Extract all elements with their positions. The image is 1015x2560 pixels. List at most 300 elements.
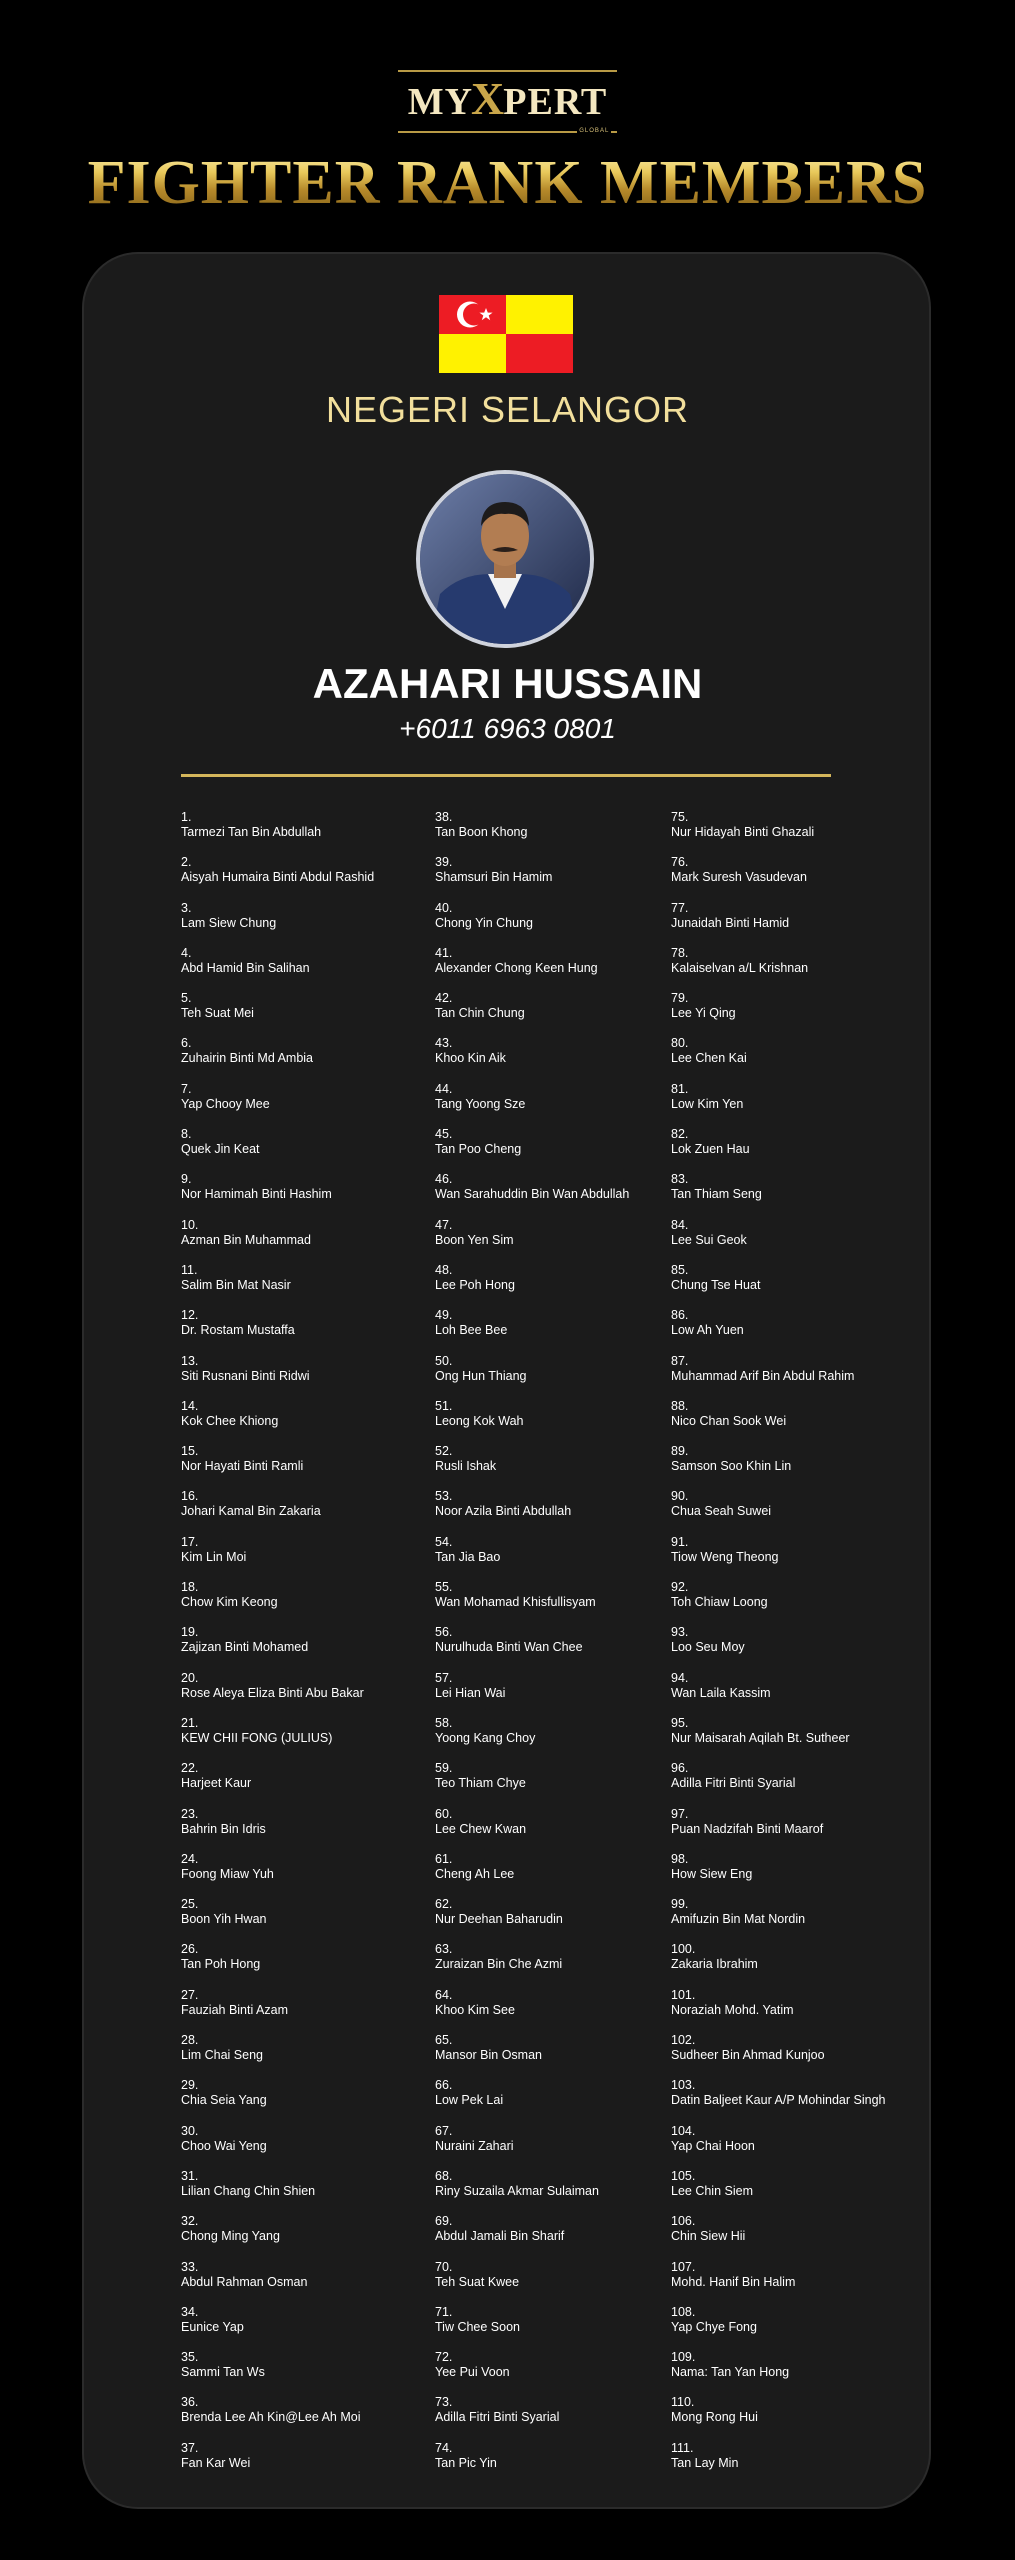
member-number: 81. [671, 1081, 689, 1096]
member-name: Nur Hidayah Binti Ghazali [671, 825, 815, 839]
member-name: Ong Hun Thiang [435, 1368, 527, 1383]
member-name: Sammi Tan Ws [181, 2365, 265, 2380]
member-number: 104. [671, 2123, 696, 2138]
member-name: Abdul Rahman Osman [181, 2274, 308, 2289]
member-name: Lim Chai Seng [181, 2048, 263, 2063]
member-list-item [181, 1444, 421, 1489]
leader-avatar [416, 470, 594, 648]
member-name: Lam Siew Chung [181, 915, 277, 930]
member-name: Rusli Ishak [435, 1459, 497, 1474]
member-list-item [435, 2441, 665, 2486]
member-name: Low Pek Lai [435, 2093, 504, 2108]
member-list-item [181, 1172, 421, 1217]
member-number: 6. [181, 1036, 192, 1051]
member-column-1 [181, 810, 421, 2486]
member-name: Wan Sarahuddin Bin Wan Abdullah [435, 1187, 630, 1202]
member-list-item [181, 2033, 421, 2078]
member-list-item [671, 946, 931, 991]
member-number: 59. [435, 1761, 453, 1776]
member-name: Lee Poh Hong [435, 1277, 515, 1292]
member-name: Mohd. Hanif Bin Halim [671, 2274, 796, 2289]
member-list-item [435, 2033, 665, 2078]
member-list-item [671, 2441, 931, 2486]
member-list-item [671, 1308, 931, 1353]
member-name: Chin Siew Hii [671, 2229, 746, 2244]
member-list-item [671, 1535, 931, 1580]
person-photo-icon [420, 474, 590, 644]
member-list-item [435, 1127, 665, 1172]
member-list-item [671, 1263, 931, 1308]
member-list-item [671, 1625, 931, 1670]
member-number: 29. [181, 2078, 199, 2093]
member-number: 12. [181, 1308, 199, 1323]
gold-divider [181, 774, 831, 777]
member-list-item [671, 1354, 931, 1399]
member-number: 111. [671, 2440, 694, 2455]
member-number: 1. [181, 810, 192, 824]
member-number: 100. [671, 1942, 696, 1957]
member-number: 27. [181, 1987, 199, 2002]
member-name: Nurulhuda Binti Wan Chee [435, 1640, 583, 1655]
member-name: Lilian Chang Chin Shien [181, 2183, 316, 2198]
member-list-item [181, 2441, 421, 2486]
member-name: Lee Sui Geok [671, 1232, 747, 1247]
member-name: Mark Suresh Vasudevan [671, 870, 807, 885]
member-number: 94. [671, 1670, 689, 1685]
member-name: Toh Chiaw Loong [671, 1595, 768, 1610]
member-number: 64. [435, 1987, 453, 2002]
logo-text-b: PERT [503, 81, 608, 123]
member-name: Chong Yin Chung [435, 915, 533, 930]
member-number: 49. [435, 1308, 453, 1323]
member-list-item [435, 1082, 665, 1127]
member-number: 24. [181, 1851, 199, 1866]
member-list-item [435, 2350, 665, 2395]
member-number: 53. [435, 1489, 453, 1504]
member-number: 76. [671, 855, 689, 870]
member-list-item [671, 855, 931, 900]
member-name: Kok Chee Khiong [181, 1413, 279, 1428]
member-number: 35. [181, 2350, 199, 2365]
member-list-item [671, 1444, 931, 1489]
member-list-item [181, 1082, 421, 1127]
member-name: Boon Yen Sim [435, 1232, 514, 1247]
member-list-item [435, 1308, 665, 1353]
member-list-item [671, 2169, 931, 2214]
member-number: 9. [181, 1172, 192, 1187]
member-number: 54. [435, 1534, 453, 1549]
member-name: Muhammad Arif Bin Abdul Rahim [671, 1368, 855, 1383]
member-list-item [435, 1807, 665, 1852]
member-name: Leong Kok Wah [435, 1413, 524, 1428]
member-list-item [671, 1671, 931, 1716]
member-number: 16. [181, 1489, 199, 1504]
member-list-item [435, 901, 665, 946]
member-number: 18. [181, 1580, 199, 1595]
member-list-item [435, 810, 665, 855]
member-name: Yap Chye Fong [671, 2319, 757, 2334]
member-list-item [181, 1580, 421, 1625]
member-list-item [181, 2078, 421, 2123]
member-list-item [671, 1127, 931, 1172]
member-list-item [435, 946, 665, 991]
member-name: Teh Suat Mei [181, 1006, 254, 1021]
member-number: 75. [671, 810, 689, 824]
member-list-item [181, 2260, 421, 2305]
member-name: Tiow Weng Theong [671, 1549, 779, 1564]
member-number: 31. [181, 2168, 199, 2183]
member-number: 50. [435, 1353, 453, 1368]
member-name: Lei Hian Wai [435, 1685, 506, 1700]
member-name: Tan Poh Hong [181, 1957, 261, 1972]
member-number: 89. [671, 1444, 689, 1459]
member-name: Khoo Kin Aik [435, 1051, 506, 1066]
member-name: Fan Kar Wei [181, 2455, 251, 2470]
member-number: 98. [671, 1851, 689, 1866]
member-list-item [671, 1580, 931, 1625]
member-list-item [181, 901, 421, 946]
member-list-item [435, 1172, 665, 1217]
member-list-item [181, 2350, 421, 2395]
member-number: 68. [435, 2168, 453, 2183]
member-list-item [671, 1942, 931, 1987]
member-name: Chua Seah Suwei [671, 1504, 772, 1519]
member-list-item [671, 1897, 931, 1942]
member-list-item [671, 2124, 931, 2169]
member-name: Tang Yoong Sze [435, 1096, 526, 1111]
member-list-item [181, 855, 421, 900]
member-number: 30. [181, 2123, 199, 2138]
member-name: Choo Wai Yeng [181, 2138, 267, 2153]
member-number: 92. [671, 1580, 689, 1595]
member-list-item [181, 1625, 421, 1670]
member-name: Nur Deehan Baharudin [435, 1912, 563, 1927]
member-number: 19. [181, 1625, 199, 1640]
member-name: Yee Pui Voon [435, 2365, 510, 2380]
member-name: Yap Chai Hoon [671, 2138, 755, 2153]
member-list-item [435, 2169, 665, 2214]
member-name: Low Kim Yen [671, 1096, 744, 1111]
member-number: 23. [181, 1806, 199, 1821]
member-number: 95. [671, 1715, 689, 1730]
member-number: 69. [435, 2214, 453, 2229]
member-name: Foong Miaw Yuh [181, 1866, 274, 1881]
member-number: 10. [181, 1217, 199, 1232]
member-number: 58. [435, 1715, 453, 1730]
member-name: Yoong Kang Choy [435, 1730, 536, 1745]
member-number: 21. [181, 1715, 199, 1730]
member-list-item [435, 1489, 665, 1534]
member-number: 65. [435, 2033, 453, 2048]
member-name: Salim Bin Mat Nasir [181, 1277, 291, 1292]
member-list-item [181, 1852, 421, 1897]
member-number: 2. [181, 855, 192, 870]
member-name: Teh Suat Kwee [435, 2274, 520, 2289]
member-name: Adilla Fitri Binti Syarial [671, 1776, 796, 1791]
member-name: Tan Pic Yin [435, 2455, 497, 2470]
member-number: 46. [435, 1172, 453, 1187]
member-number: 8. [181, 1127, 192, 1142]
member-list-item [181, 1308, 421, 1353]
member-number: 67. [435, 2123, 453, 2138]
member-name: Shamsuri Bin Hamim [435, 870, 553, 885]
member-list-item [435, 2214, 665, 2259]
member-list-item [435, 1671, 665, 1716]
member-list-item [671, 1716, 931, 1761]
member-name: Wan Laila Kassim [671, 1685, 771, 1700]
member-list-item [671, 2260, 931, 2305]
member-name: Boon Yih Hwan [181, 1912, 267, 1927]
member-name: Tan Jia Bao [435, 1549, 501, 1564]
member-number: 109. [671, 2350, 696, 2365]
member-number: 88. [671, 1398, 689, 1413]
member-list-item [671, 1082, 931, 1127]
member-number: 48. [435, 1262, 453, 1277]
member-number: 42. [435, 991, 453, 1006]
member-name: Azman Bin Muhammad [181, 1232, 311, 1247]
member-list-item [181, 1988, 421, 2033]
member-name: Nor Hamimah Binti Hashim [181, 1187, 332, 1202]
member-name: Yap Chooy Mee [181, 1096, 270, 1111]
member-number: 73. [435, 2395, 453, 2410]
member-number: 44. [435, 1081, 453, 1096]
member-name: Siti Rusnani Binti Ridwi [181, 1368, 310, 1383]
member-name: Teo Thiam Chye [435, 1776, 526, 1791]
member-name: Abd Hamid Bin Salihan [181, 960, 310, 975]
member-number: 25. [181, 1897, 199, 1912]
member-number: 13. [181, 1353, 199, 1368]
member-name: Junaidah Binti Hamid [671, 915, 790, 930]
member-number: 40. [435, 900, 453, 915]
member-list-item [671, 1489, 931, 1534]
member-list-item [435, 1354, 665, 1399]
member-list-item [671, 1988, 931, 2033]
member-name: Tiw Chee Soon [435, 2319, 520, 2334]
member-list-item [181, 2124, 421, 2169]
member-list-item [435, 1263, 665, 1308]
member-list-item [181, 1897, 421, 1942]
member-name: Tan Boon Khong [435, 825, 528, 839]
member-number: 90. [671, 1489, 689, 1504]
member-list-item [671, 991, 931, 1036]
member-name: Wan Mohamad Khisfullisyam [435, 1595, 596, 1610]
member-list-item [435, 1399, 665, 1444]
member-list-item [181, 2169, 421, 2214]
member-list-item [181, 946, 421, 991]
member-number: 97. [671, 1806, 689, 1821]
member-number: 4. [181, 945, 192, 960]
member-number: 11. [181, 1262, 198, 1277]
member-list-item [435, 991, 665, 1036]
member-number: 110. [671, 2395, 695, 2410]
member-number: 39. [435, 855, 453, 870]
logo-text [407, 73, 608, 124]
member-name: Chia Seia Yang [181, 2093, 267, 2108]
member-name: Tan Lay Min [671, 2455, 739, 2470]
member-name: Rose Aleya Eliza Binti Abu Bakar [181, 1685, 364, 1700]
member-list-item [671, 1036, 931, 1081]
member-number: 34. [181, 2304, 199, 2319]
member-list-item [181, 2305, 421, 2350]
member-name: Chung Tse Huat [671, 1277, 761, 1292]
member-list-item [181, 1716, 421, 1761]
member-number: 43. [435, 1036, 453, 1051]
member-number: 3. [181, 900, 192, 915]
member-list-item [671, 901, 931, 946]
member-list-item [181, 991, 421, 1036]
member-number: 36. [181, 2395, 199, 2410]
member-name: Nuraini Zahari [435, 2138, 514, 2153]
member-number: 77. [671, 900, 689, 915]
member-name: Tarmezi Tan Bin Abdullah [181, 825, 322, 839]
member-name: Low Ah Yuen [671, 1323, 744, 1338]
member-number: 91. [671, 1534, 689, 1549]
member-list-item [671, 1761, 931, 1806]
member-number: 71. [435, 2304, 453, 2319]
member-name: Quek Jin Keat [181, 1142, 260, 1157]
brand-logo [0, 70, 1015, 133]
member-name: Samson Soo Khin Lin [671, 1459, 792, 1474]
member-list-item [671, 1399, 931, 1444]
member-number: 63. [435, 1942, 453, 1957]
member-number: 51. [435, 1398, 453, 1413]
member-list-item [435, 1897, 665, 1942]
member-number: 37. [181, 2440, 199, 2455]
member-list-item [435, 2078, 665, 2123]
member-name: Khoo Kim See [435, 2002, 515, 2017]
member-name: Fauziah Binti Azam [181, 2002, 288, 2017]
member-name: Brenda Lee Ah Kin@Lee Ah Moi [181, 2410, 361, 2425]
member-list-item [671, 2078, 931, 2123]
member-number: 82. [671, 1127, 689, 1142]
member-name: Dr. Rostam Mustaffa [181, 1323, 295, 1338]
member-number: 70. [435, 2259, 453, 2274]
member-list-item [181, 1807, 421, 1852]
member-name: Eunice Yap [181, 2319, 244, 2334]
member-list-item [181, 1535, 421, 1580]
member-number: 55. [435, 1580, 453, 1595]
member-name: Lee Chew Kwan [435, 1821, 527, 1836]
member-number: 96. [671, 1761, 689, 1776]
member-name: Aisyah Humaira Binti Abdul Rashid [181, 870, 375, 885]
member-number: 26. [181, 1942, 199, 1957]
member-name: Loo Seu Moy [671, 1640, 745, 1655]
member-number: 20. [181, 1670, 199, 1685]
logo-text-x: X [471, 73, 506, 124]
member-list-item [181, 1127, 421, 1172]
member-number: 47. [435, 1217, 453, 1232]
member-number: 106. [671, 2214, 696, 2229]
member-name: Nor Hayati Binti Ramli [181, 1459, 304, 1474]
member-list-item [435, 2124, 665, 2169]
member-number: 62. [435, 1897, 453, 1912]
member-name: How Siew Eng [671, 1866, 753, 1881]
member-name: Harjeet Kaur [181, 1776, 252, 1791]
member-list-item [181, 1761, 421, 1806]
leader-name: AZAHARI HUSSAIN [312, 660, 703, 707]
member-name: Zuraizan Bin Che Azmi [435, 1957, 563, 1972]
member-number: 52. [435, 1444, 453, 1459]
member-number: 74. [435, 2440, 453, 2455]
member-number: 107. [671, 2259, 696, 2274]
member-number: 99. [671, 1897, 689, 1912]
member-list-item [671, 1807, 931, 1852]
member-number: 5. [181, 991, 192, 1006]
member-name: Noor Azila Binti Abdullah [435, 1504, 572, 1519]
member-name: Puan Nadzifah Binti Maarof [671, 1821, 824, 1836]
member-list-item [435, 1218, 665, 1263]
member-list-item [435, 2260, 665, 2305]
member-name: Abdul Jamali Bin Sharif [435, 2229, 565, 2244]
member-name: Mong Rong Hui [671, 2410, 758, 2425]
member-list-item [435, 2305, 665, 2350]
member-list-item [671, 2305, 931, 2350]
member-list-item [671, 2033, 931, 2078]
member-number: 60. [435, 1806, 453, 1821]
member-name: Riny Suzaila Akmar Sulaiman [435, 2183, 599, 2198]
member-name: Sudheer Bin Ahmad Kunjoo [671, 2048, 825, 2063]
member-list-item [435, 1942, 665, 1987]
page-title: FIGHTER RANK MEMBERS [0, 148, 1015, 218]
member-number: 57. [435, 1670, 453, 1685]
member-number: 45. [435, 1127, 453, 1142]
member-name: Lee Yi Qing [671, 1006, 736, 1021]
member-number: 56. [435, 1625, 453, 1640]
member-number: 14. [181, 1398, 199, 1413]
member-list-item [181, 2214, 421, 2259]
member-list-item [435, 855, 665, 900]
member-number: 22. [181, 1761, 199, 1776]
member-list-item [435, 1716, 665, 1761]
member-number: 32. [181, 2214, 199, 2229]
member-number: 105. [671, 2168, 696, 2183]
member-number: 101. [671, 1987, 696, 2002]
member-list-item [435, 2395, 665, 2440]
selangor-flag-icon [439, 295, 573, 373]
member-list-item [671, 1218, 931, 1263]
member-list-item [181, 810, 421, 855]
member-list-item [181, 1263, 421, 1308]
leader-phone[interactable]: +6011 6963 0801 [399, 713, 616, 744]
member-list-item [435, 1535, 665, 1580]
member-name: Lee Chin Siem [671, 2183, 753, 2198]
member-name: Noraziah Mohd. Yatim [671, 2002, 794, 2017]
member-list-item [671, 1852, 931, 1897]
member-number: 79. [671, 991, 689, 1006]
member-name: Johari Kamal Bin Zakaria [181, 1504, 321, 1519]
member-list-item [181, 1489, 421, 1534]
member-name: Mansor Bin Osman [435, 2048, 542, 2063]
member-number: 7. [181, 1081, 192, 1096]
member-name: Nama: Tan Yan Hong [671, 2365, 790, 2380]
member-name: Zuhairin Binti Md Ambia [181, 1051, 314, 1066]
member-list-item [435, 1625, 665, 1670]
member-list-item [435, 1761, 665, 1806]
member-number: 102. [671, 2033, 696, 2048]
member-number: 17. [181, 1534, 199, 1549]
member-name: Chong Ming Yang [181, 2229, 280, 2244]
member-list-item [181, 1354, 421, 1399]
member-name: Amifuzin Bin Mat Nordin [671, 1912, 806, 1927]
member-number: 85. [671, 1262, 689, 1277]
member-name: Bahrin Bin Idris [181, 1821, 266, 1836]
logo-text-a: MY [407, 81, 474, 123]
member-list-item [671, 2395, 931, 2440]
member-name: Loh Bee Bee [435, 1323, 508, 1338]
member-list-item [435, 1988, 665, 2033]
logo-mark [398, 70, 618, 133]
member-name: Kalaiselvan a/L Krishnan [671, 960, 809, 975]
